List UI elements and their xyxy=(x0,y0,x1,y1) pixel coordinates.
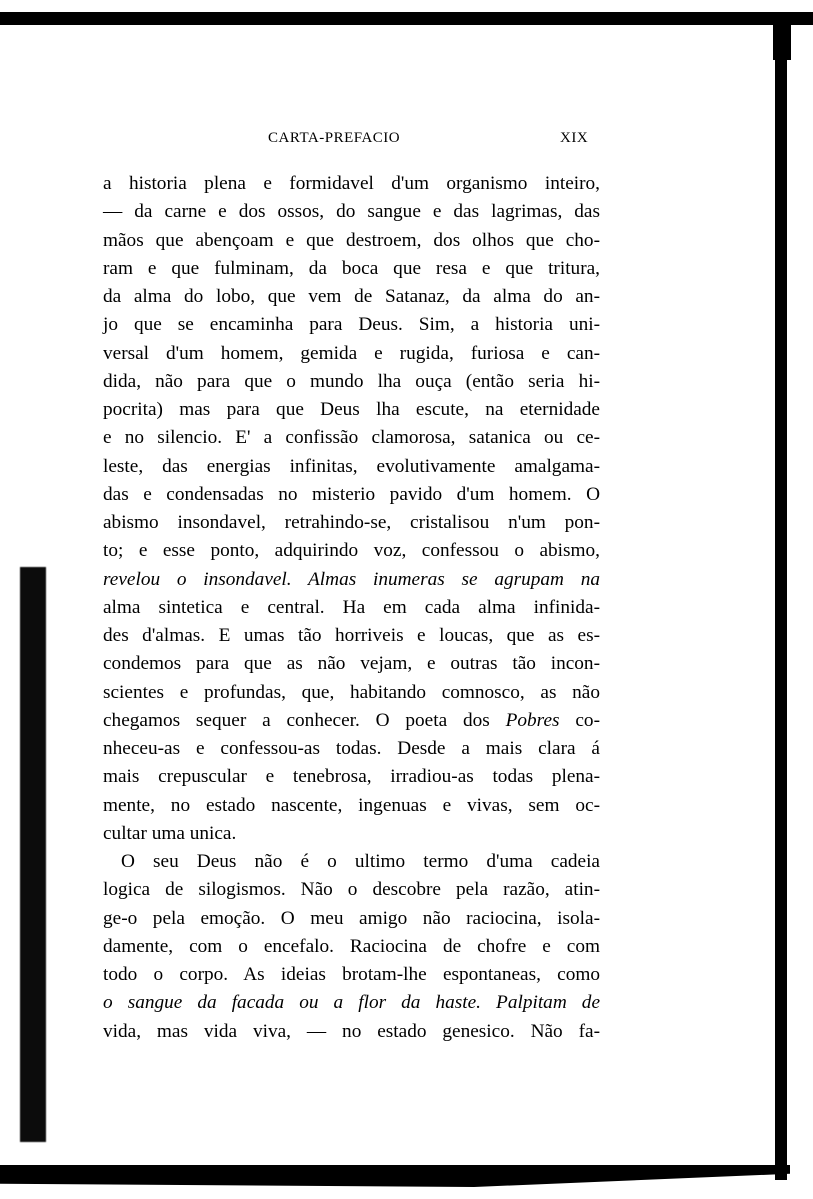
text-segment: todo o corpo. As ideias brotam-lhe espontaneas, como xyxy=(103,964,600,985)
text-line xyxy=(103,650,600,678)
text-line xyxy=(103,848,600,876)
text-segment: to; e esse ponto, adquirindo voz, confessou o abismo, xyxy=(103,540,600,562)
text-segment: logica de silogismos. Não o descobre pela razão, atin- xyxy=(103,879,600,901)
text-segment: mente, no estado nascente, ingenuas e vivas, sem oc- xyxy=(103,794,600,816)
text-line xyxy=(103,763,600,791)
page-number: XIX xyxy=(560,130,589,146)
text-segment: mais crepuscular e tenebrosa, irradiou-as todas plena- xyxy=(103,766,600,788)
text-line xyxy=(103,735,600,763)
text-line xyxy=(103,481,600,509)
text-line xyxy=(103,707,600,735)
text-segment: cultar uma unica. xyxy=(103,822,237,844)
text-line xyxy=(103,453,600,481)
text-segment: O seu Deus não é o ultimo termo d'uma cadeia xyxy=(121,851,600,872)
text-segment: co- xyxy=(559,709,600,731)
text-line xyxy=(103,509,600,537)
text-segment: versal d'um homem, gemida e rugida, furiosa e can- xyxy=(103,342,600,364)
text-line xyxy=(103,283,600,311)
text-segment: alma sintetica e central. Ha em cada alma infinida- xyxy=(103,596,600,618)
text-line xyxy=(103,1018,600,1046)
text-segment: condemos para que as não vejam, e outras tão incon- xyxy=(103,653,600,675)
text-line xyxy=(103,227,600,255)
text-segment: da alma do lobo, que vem de Satanaz, da alma do an- xyxy=(103,286,600,307)
text-segment: ram e que fulminam, da boca que resa e que tritura, xyxy=(103,257,600,279)
text-segment: abismo insondavel, retrahindo-se, cristalisou n'um pon- xyxy=(103,512,600,533)
text-segment: ge-o pela emoção. O meu amigo não raciocina, isola- xyxy=(103,907,600,929)
text-segment: scientes e profundas, que, habitando comnosco, as não xyxy=(103,681,600,703)
text-segment: des d'almas. E umas tão horriveis e loucas, que as es- xyxy=(103,625,600,646)
text-line xyxy=(103,396,600,424)
text-line xyxy=(103,792,600,820)
text-segment: pocrita) mas para que Deus lha escute, na eternidade xyxy=(103,399,600,420)
text-line xyxy=(103,961,600,989)
text-line xyxy=(103,933,600,961)
text-line xyxy=(103,368,600,396)
text-line xyxy=(103,537,600,565)
italic-text: revelou o insondavel. Almas inumeras se agrupam na xyxy=(103,568,600,590)
text-segment: — da carne e dos ossos, do sangue e das lagrimas, das xyxy=(103,201,600,223)
text-line xyxy=(103,679,600,707)
italic-text: o sangue da facada ou a flor da haste. Palpitam de xyxy=(103,992,600,1014)
scan-border-right xyxy=(775,20,787,1180)
text-segment: e no silencio. E' a confissão clamorosa, satanica ou ce- xyxy=(103,427,600,449)
text-segment: mãos que abençoam e que destroem, dos olhos que cho- xyxy=(103,229,600,251)
scan-border-bottom xyxy=(0,1165,790,1187)
text-segment: dida, não para que o mundo lha ouça (então seria hi- xyxy=(103,370,600,392)
text-segment: jo que se encaminha para Deus. Sim, a historia uni- xyxy=(103,314,600,336)
text-segment: das e condensadas no misterio pavido d'um homem. O xyxy=(103,483,600,505)
text-line xyxy=(103,170,600,198)
running-title: CARTA-PREFACIO xyxy=(268,130,401,146)
text-segment: nheceu-as e confessou-as todas. Desde a mais clara á xyxy=(103,738,600,759)
text-line xyxy=(103,594,600,622)
text-line xyxy=(103,198,600,226)
text-line xyxy=(103,566,600,594)
scan-gutter-shadow-left xyxy=(20,567,46,1142)
text-segment: a historia plena e formidavel d'um organismo inteiro, xyxy=(103,173,600,194)
text-segment: leste, das energias infinitas, evolutivamente amalgama- xyxy=(103,455,600,477)
text-line xyxy=(103,255,600,283)
text-line xyxy=(103,876,600,904)
text-segment: chegamos sequer a conhecer. O poeta dos xyxy=(103,709,506,731)
text-line xyxy=(103,622,600,650)
body-text xyxy=(103,170,600,1046)
text-segment: damente, com o encefalo. Raciocina de chofre e com xyxy=(103,935,600,957)
italic-text: Pobres xyxy=(505,709,560,731)
text-line xyxy=(103,820,600,848)
text-line xyxy=(103,340,600,368)
text-segment: vida, mas vida viva, — no estado genesico. Não fa- xyxy=(103,1020,600,1042)
text-line xyxy=(103,424,600,452)
text-line xyxy=(103,905,600,933)
text-line xyxy=(103,989,600,1017)
text-line xyxy=(103,311,600,339)
